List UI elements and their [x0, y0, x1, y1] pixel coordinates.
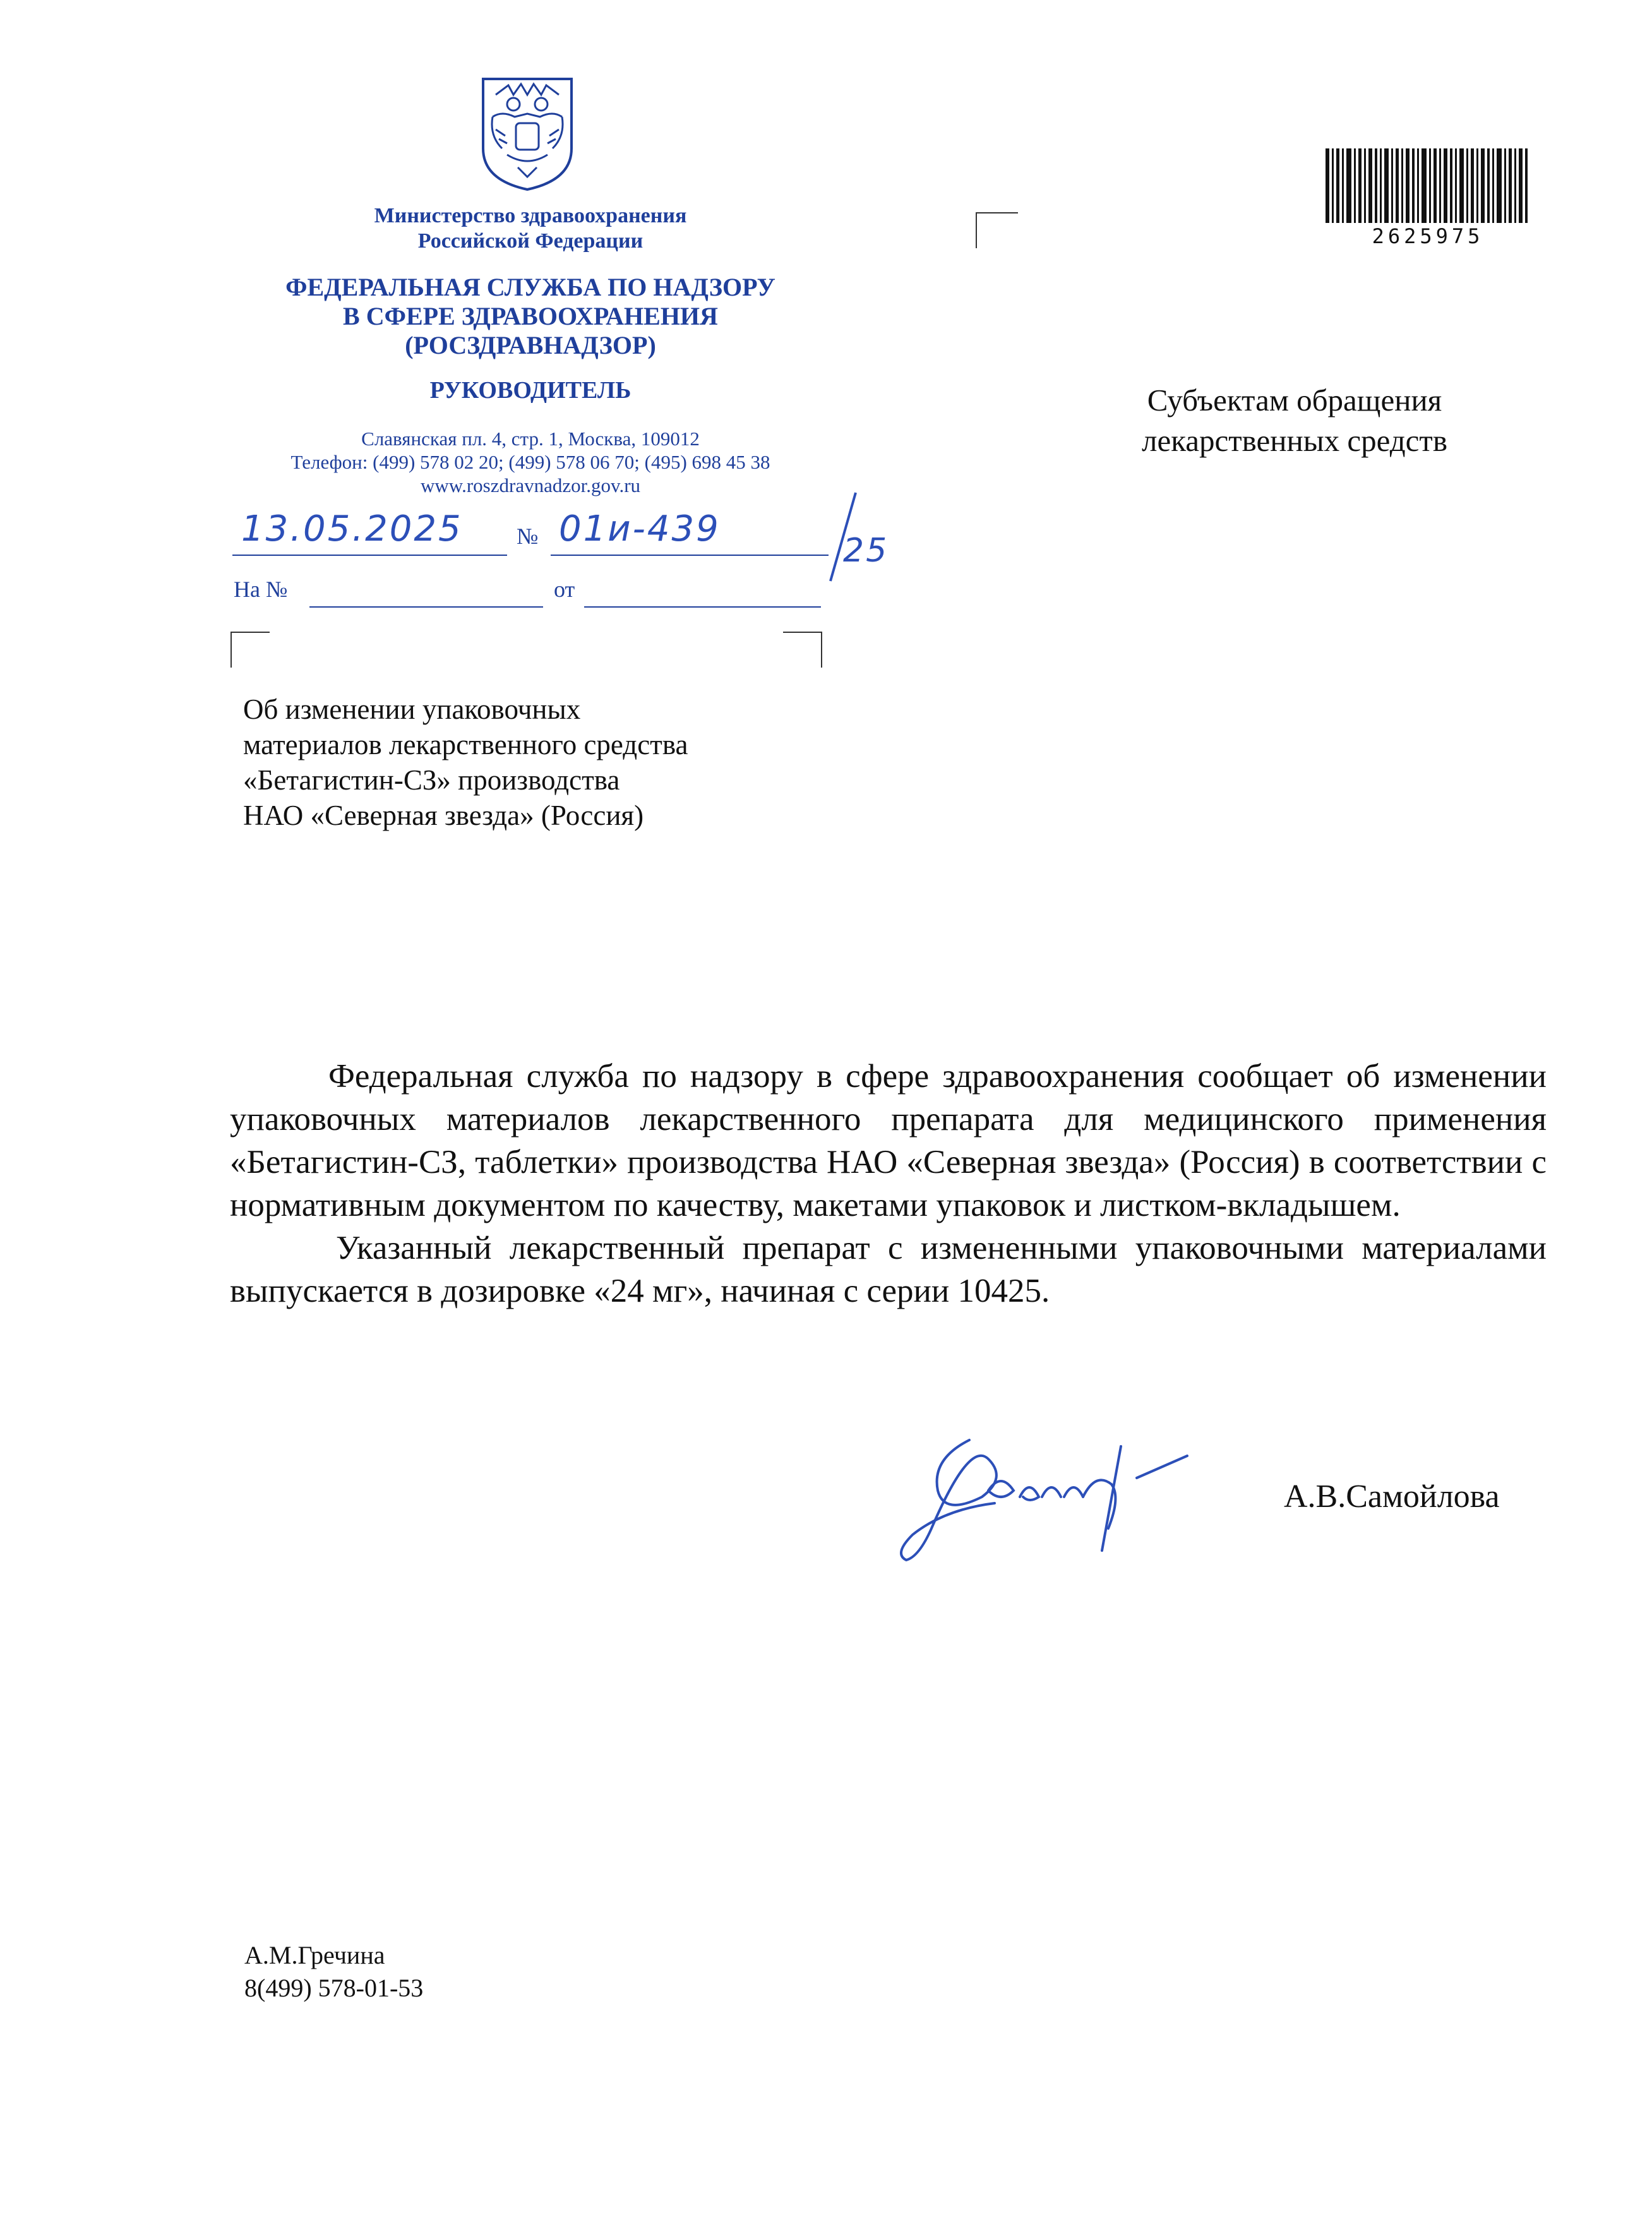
subject-line-1: Об изменении упаковочных: [243, 693, 581, 725]
contact-block: [202, 427, 859, 497]
corner-mark-address: [976, 212, 1018, 248]
head-title: РУКОВОДИТЕЛЬ: [429, 377, 631, 404]
barcode-icon: [1323, 148, 1533, 231]
service-line-1: ФЕДЕРАЛЬНАЯ СЛУЖБА ПО НАДЗОРУ: [285, 273, 775, 301]
recipient-line-1: Субъектам обращения: [1147, 383, 1442, 417]
service-line-3: (РОСЗДРАВНАДЗОР): [405, 331, 656, 359]
signatory-name: А.В.Самойлова: [1284, 1479, 1500, 1515]
coat-of-arms-icon: [470, 73, 584, 193]
number-underline: [551, 553, 829, 556]
ministry-name: Министерство здравоохранения Российской Федерации: [374, 204, 687, 253]
subject-line-4: НАО «Северная звезда» (Россия): [243, 800, 644, 831]
registration-number-suffix: 25: [843, 532, 889, 570]
subject-line-3: «Бетагистин-СЗ» производства: [243, 764, 620, 796]
ref-number-line: [309, 605, 543, 608]
address: Славянская пл. 4, стр. 1, Москва, 109012: [361, 428, 700, 450]
service-name: [202, 273, 859, 360]
body-paragraph-2: Указанный лекарственный препарат с измененными упаковочными материалами выпускается в дозировке «24 мг», начиная с серии 10425.: [230, 1230, 1547, 1309]
subject: [243, 692, 811, 833]
registration-date: 13.05.2025: [241, 508, 463, 549]
executor-block: [244, 1939, 423, 2005]
number-sign: №: [517, 524, 539, 549]
phone: Телефон: (499) 578 02 20; (499) 578 06 70; (495) 698 45 38: [290, 451, 770, 473]
date-underline: [232, 553, 507, 556]
recipient: [1074, 380, 1516, 461]
corner-mark-top-left: [230, 632, 270, 668]
executor-phone: 8(499) 578-01-53: [244, 1974, 424, 2002]
executor-name: А.М.Гречина: [244, 1941, 385, 1969]
letter-body: [230, 1055, 1547, 1312]
barcode-number: 2625975: [1372, 224, 1484, 248]
website: www.roszdravnadzor.gov.ru: [420, 474, 641, 496]
service-line-2: В СФЕРЕ ЗДРАВООХРАНЕНИЯ: [343, 302, 718, 330]
ref-date-line: [584, 605, 821, 608]
ref-label: На №: [234, 577, 288, 602]
signature-icon: [894, 1402, 1272, 1566]
body-paragraph-1: Федеральная служба по надзору в сфере здравоохранения сообщает об изменении упаковочных материалов лекарственного препарата для медицинского применения «Бетагистин-СЗ, таблетки» производства НАО «Северная звезда» (Россия) в соответствии с нормативным документом по качеству, макетами упаковок и листком-вкладышем.: [230, 1058, 1547, 1223]
recipient-line-2: лекарственных средств: [1142, 423, 1447, 458]
registration-number: 01и-439: [559, 508, 721, 549]
from-label: от: [554, 577, 575, 602]
subject-line-2: материалов лекарственного средства: [243, 729, 688, 760]
corner-mark-top-right: [783, 632, 822, 668]
